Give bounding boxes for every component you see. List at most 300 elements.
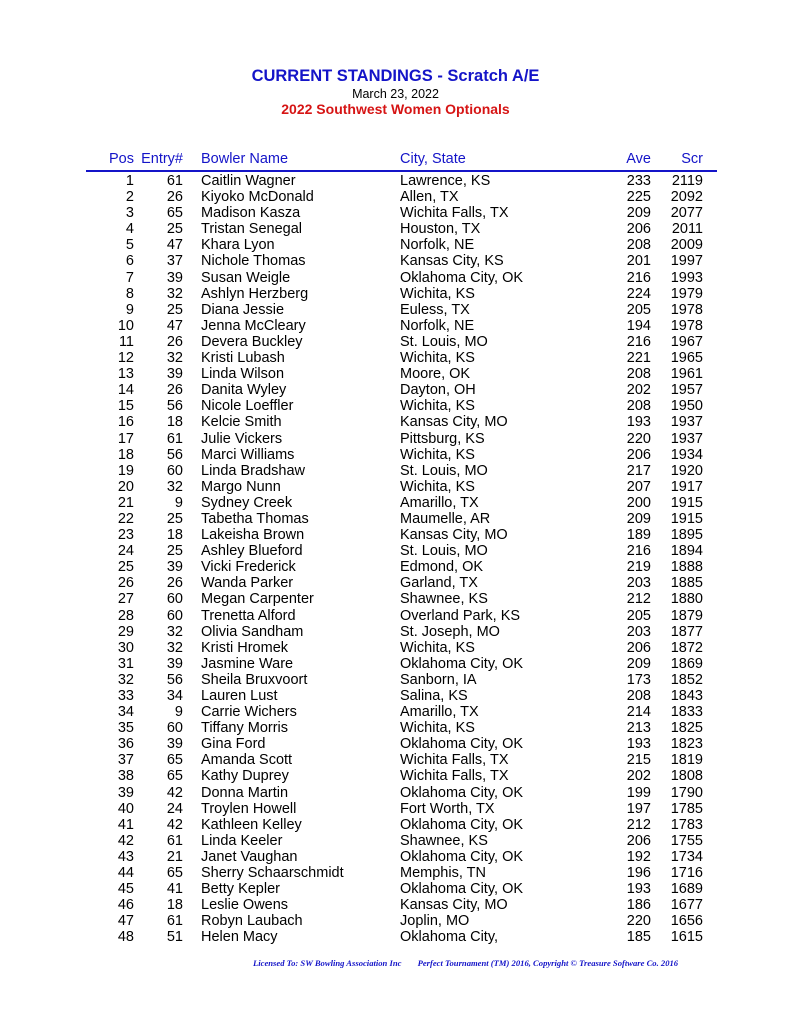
bowler-name-cell: Marci Williams: [201, 446, 295, 463]
pos-cell: 25: [117, 559, 134, 576]
entry-cell: 60: [166, 720, 183, 737]
average-cell: 192: [626, 848, 651, 865]
entry-cell: 39: [166, 366, 183, 383]
pos-cell: 29: [117, 623, 134, 640]
city-state-cell: Oklahoma City, OK: [400, 655, 524, 672]
pos-cell: 28: [117, 607, 134, 624]
average-cell: 216: [626, 333, 651, 350]
entry-cell: 39: [166, 736, 183, 753]
bowler-name-cell: Janet Vaughan: [201, 848, 298, 865]
bowler-name-cell: Diana Jessie: [201, 301, 285, 318]
scratch-score-cell: 1823: [670, 736, 703, 753]
bowler-name-cell: Helen Macy: [201, 929, 278, 946]
table-row: [0, 559, 791, 575]
table-row: [0, 318, 791, 334]
city-state-cell: Kansas City, MO: [400, 527, 508, 544]
city-state-cell: Amarillo, TX: [400, 704, 479, 721]
pos-cell: 36: [117, 736, 134, 753]
scratch-score-cell: 1783: [670, 816, 703, 833]
entry-cell: 61: [166, 913, 183, 930]
bowler-name-cell: Trenetta Alford: [201, 607, 296, 624]
city-state-cell: Wichita, KS: [400, 478, 475, 495]
average-cell: 225: [626, 189, 651, 206]
column-header-city: City, State: [400, 151, 466, 167]
bowler-name-cell: Tristan Senegal: [201, 221, 303, 238]
city-state-cell: Sanborn, IA: [400, 671, 477, 688]
table-row: [0, 865, 791, 881]
entry-cell: 26: [166, 382, 183, 399]
bowler-name-cell: Devera Buckley: [201, 333, 303, 350]
entry-cell: 65: [166, 205, 183, 222]
table-row: [0, 608, 791, 624]
entry-cell: 39: [166, 559, 183, 576]
pos-cell: 41: [117, 816, 134, 833]
city-state-cell: Norfolk, NE: [400, 237, 475, 254]
city-state-cell: Oklahoma City,: [400, 929, 499, 946]
city-state-cell: Wichita, KS: [400, 398, 475, 415]
entry-cell: 21: [166, 848, 183, 865]
bowler-name-cell: Leslie Owens: [201, 897, 289, 914]
entry-cell: 65: [166, 865, 183, 882]
average-cell: 193: [626, 736, 651, 753]
scratch-score-cell: 1833: [670, 704, 703, 721]
table-row: [0, 752, 791, 768]
table-row: [0, 801, 791, 817]
city-state-cell: Wichita, KS: [400, 639, 475, 656]
table-row: [0, 656, 791, 672]
entry-cell: 9: [174, 704, 183, 721]
average-cell: 185: [626, 929, 651, 946]
table-row: [0, 366, 791, 382]
pos-cell: 17: [117, 430, 134, 447]
scratch-score-cell: 1993: [670, 269, 703, 286]
city-state-cell: Lawrence, KS: [400, 173, 491, 189]
average-cell: 219: [626, 559, 651, 576]
entry-cell: 56: [166, 446, 183, 463]
table-row: [0, 736, 791, 752]
entry-cell: 26: [166, 575, 183, 592]
table-row: [0, 286, 791, 302]
pos-cell: 43: [117, 848, 134, 865]
bowler-name-cell: Susan Weigle: [201, 269, 291, 286]
pos-cell: 35: [117, 720, 134, 737]
copyright-text: Perfect Tournament (TM) 2016, Copyright © Treasure Software Co. 2016: [417, 958, 679, 968]
pos-cell: 24: [117, 543, 134, 560]
scratch-score-cell: 1689: [670, 881, 703, 898]
average-cell: 233: [626, 173, 651, 189]
table-row: [0, 302, 791, 318]
table-row: [0, 817, 791, 833]
table-row: [0, 447, 791, 463]
city-state-cell: Overland Park, KS: [400, 607, 521, 624]
table-row: [0, 189, 791, 205]
scratch-score-cell: 1961: [670, 366, 703, 383]
entry-cell: 39: [166, 269, 183, 286]
entry-cell: 47: [166, 237, 183, 254]
bowler-name-cell: Vicki Frederick: [201, 559, 296, 576]
pos-cell: 23: [117, 527, 134, 544]
average-cell: 208: [626, 688, 651, 704]
pos-cell: 39: [117, 784, 134, 801]
scratch-score-cell: 1808: [670, 768, 703, 785]
pos-cell: 26: [117, 575, 134, 592]
entry-cell: 32: [166, 623, 183, 640]
average-cell: 214: [626, 704, 651, 721]
city-state-cell: Edmond, OK: [400, 559, 484, 576]
scratch-score-cell: 1920: [670, 462, 703, 479]
bowler-name-cell: Nicole Loeffler: [201, 398, 294, 415]
average-cell: 206: [626, 832, 651, 849]
average-cell: 212: [626, 591, 651, 608]
pos-cell: 48: [117, 929, 134, 946]
scratch-score-cell: 1677: [670, 897, 703, 914]
pos-cell: 15: [117, 398, 134, 415]
bowler-name-cell: Tabetha Thomas: [201, 510, 309, 527]
scratch-score-cell: 2119: [671, 173, 703, 189]
pos-cell: 22: [117, 510, 134, 527]
scratch-score-cell: 1894: [670, 543, 703, 560]
average-cell: 209: [626, 655, 651, 672]
average-cell: 208: [626, 398, 651, 415]
city-state-cell: Moore, OK: [400, 366, 471, 383]
bowler-name-cell: Linda Keeler: [201, 832, 283, 849]
bowler-name-cell: Kiyoko McDonald: [201, 189, 314, 206]
bowler-name-cell: Wanda Parker: [201, 575, 294, 592]
table-row: [0, 688, 791, 704]
scratch-score-cell: 1997: [670, 253, 703, 270]
scratch-score-cell: 1979: [670, 285, 703, 302]
table-row: [0, 785, 791, 801]
average-cell: 213: [626, 720, 651, 737]
scratch-score-cell: 1615: [670, 929, 703, 946]
city-state-cell: Houston, TX: [400, 221, 481, 238]
table-row: [0, 431, 791, 447]
scratch-score-cell: 1872: [670, 639, 703, 656]
scratch-score-cell: 2077: [670, 205, 703, 222]
city-state-cell: St. Joseph, MO: [400, 623, 500, 640]
scratch-score-cell: 2092: [670, 189, 703, 206]
average-cell: 199: [626, 784, 651, 801]
table-row: [0, 913, 791, 929]
scratch-score-cell: 1877: [670, 623, 703, 640]
entry-cell: 26: [166, 189, 183, 206]
table-row: [0, 495, 791, 511]
table-row: [0, 237, 791, 253]
entry-cell: 39: [166, 655, 183, 672]
average-cell: 203: [626, 623, 651, 640]
average-cell: 205: [626, 301, 651, 318]
table-row: [0, 640, 791, 656]
pos-cell: 11: [118, 333, 134, 350]
page-title: CURRENT STANDINGS - Scratch A/E: [251, 67, 540, 85]
pos-cell: 40: [117, 800, 134, 817]
pos-cell: 37: [117, 752, 134, 769]
entry-cell: 18: [166, 414, 183, 431]
table-row: [0, 382, 791, 398]
average-cell: 209: [626, 205, 651, 222]
entry-cell: 32: [166, 478, 183, 495]
city-state-cell: Amarillo, TX: [400, 494, 479, 511]
city-state-cell: Kansas City, MO: [400, 414, 508, 431]
city-state-cell: Wichita Falls, TX: [400, 768, 509, 785]
scratch-score-cell: 1934: [670, 446, 703, 463]
bowler-name-cell: Sydney Creek: [201, 494, 293, 511]
table-row: [0, 929, 791, 945]
scratch-score-cell: 1755: [670, 832, 703, 849]
pos-cell: 19: [117, 462, 134, 479]
pos-cell: 16: [117, 414, 134, 431]
bowler-name-cell: Jenna McCleary: [201, 317, 306, 334]
scratch-score-cell: 1879: [670, 607, 703, 624]
scratch-score-cell: 1965: [670, 350, 703, 367]
table-row: [0, 479, 791, 495]
table-row: [0, 897, 791, 913]
average-cell: 202: [626, 768, 651, 785]
column-header-ave: Ave: [626, 151, 651, 167]
average-cell: 207: [626, 478, 651, 495]
entry-cell: 18: [166, 527, 183, 544]
bowler-name-cell: Jasmine Ware: [201, 655, 294, 672]
entry-cell: 32: [166, 350, 183, 367]
table-row: [0, 543, 791, 559]
pos-cell: 8: [125, 285, 134, 302]
column-header-row: [0, 151, 791, 171]
entry-cell: 18: [166, 897, 183, 914]
pos-cell: 4: [125, 221, 134, 238]
pos-cell: 9: [125, 301, 134, 318]
city-state-cell: St. Louis, MO: [400, 333, 488, 350]
pos-cell: 12: [117, 350, 134, 367]
average-cell: 201: [626, 253, 651, 270]
bowler-name-cell: Lauren Lust: [201, 688, 278, 704]
city-state-cell: Oklahoma City, OK: [400, 848, 524, 865]
bowler-name-cell: Tiffany Morris: [201, 720, 289, 737]
bowler-name-cell: Gina Ford: [201, 736, 266, 753]
bowler-name-cell: Kristi Lubash: [201, 350, 285, 367]
entry-cell: 24: [166, 800, 183, 817]
scratch-score-cell: 1957: [670, 382, 703, 399]
pos-cell: 5: [125, 237, 134, 254]
pos-cell: 18: [117, 446, 134, 463]
column-header-name: Bowler Name: [201, 151, 289, 167]
bowler-name-cell: Ashley Blueford: [201, 543, 303, 560]
average-cell: 202: [626, 382, 651, 399]
average-cell: 200: [626, 494, 651, 511]
average-cell: 224: [626, 285, 651, 302]
entry-cell: 26: [166, 333, 183, 350]
pos-cell: 32: [117, 671, 134, 688]
table-row: [0, 221, 791, 237]
pos-cell: 14: [117, 382, 134, 399]
city-state-cell: Wichita Falls, TX: [400, 205, 509, 222]
bowler-name-cell: Linda Bradshaw: [201, 462, 305, 479]
pos-cell: 42: [117, 832, 134, 849]
scratch-score-cell: 1825: [670, 720, 703, 737]
pos-cell: 27: [117, 591, 134, 608]
bowler-name-cell: Caitlin Wagner: [201, 173, 296, 189]
average-cell: 193: [626, 414, 651, 431]
city-state-cell: Norfolk, NE: [400, 317, 475, 334]
scratch-score-cell: 1852: [670, 671, 703, 688]
city-state-cell: Wichita, KS: [400, 350, 475, 367]
city-state-cell: Wichita, KS: [400, 720, 475, 737]
entry-cell: 41: [166, 881, 183, 898]
event-name: 2022 Southwest Women Optionals: [281, 101, 510, 117]
bowler-name-cell: Ashlyn Herzberg: [201, 285, 309, 302]
table-row: [0, 672, 791, 688]
scratch-score-cell: 2011: [671, 221, 703, 238]
entry-cell: 32: [166, 639, 183, 656]
table-row: [0, 720, 791, 736]
pos-cell: 45: [117, 881, 134, 898]
city-state-cell: Shawnee, KS: [400, 591, 488, 608]
average-cell: 205: [626, 607, 651, 624]
scratch-score-cell: 1790: [670, 784, 703, 801]
bowler-name-cell: Megan Carpenter: [201, 591, 314, 608]
entry-cell: 47: [166, 317, 183, 334]
average-cell: 212: [626, 816, 651, 833]
city-state-cell: Oklahoma City, OK: [400, 736, 524, 753]
city-state-cell: Wichita, KS: [400, 446, 475, 463]
table-row: [0, 768, 791, 784]
bowler-name-cell: Donna Martin: [201, 784, 289, 801]
license-text: Licensed To: SW Bowling Association Inc: [253, 958, 402, 968]
entry-cell: 61: [166, 430, 183, 447]
scratch-score-cell: 1819: [670, 752, 703, 769]
average-cell: 216: [626, 543, 651, 560]
pos-cell: 31: [117, 655, 134, 672]
scratch-score-cell: 1937: [670, 430, 703, 447]
city-state-cell: Oklahoma City, OK: [400, 816, 524, 833]
pos-cell: 46: [117, 897, 134, 914]
table-row: [0, 704, 791, 720]
scratch-score-cell: 1843: [670, 688, 703, 704]
entry-cell: 61: [166, 173, 183, 189]
bowler-name-cell: Sherry Schaarschmidt: [201, 865, 344, 882]
average-cell: 221: [626, 350, 651, 367]
bowler-name-cell: Lakeisha Brown: [201, 527, 305, 544]
table-row: [0, 334, 791, 350]
average-cell: 206: [626, 639, 651, 656]
scratch-score-cell: 1937: [670, 414, 703, 431]
table-row: [0, 350, 791, 366]
table-row: [0, 205, 791, 221]
bowler-name-cell: Kathy Duprey: [201, 768, 289, 785]
scratch-score-cell: 1915: [670, 494, 703, 511]
table-row: [0, 833, 791, 849]
average-cell: 189: [626, 527, 651, 544]
average-cell: 186: [626, 897, 651, 914]
pos-cell: 44: [117, 865, 134, 882]
pos-cell: 21: [117, 494, 134, 511]
average-cell: 209: [626, 510, 651, 527]
average-cell: 196: [626, 865, 651, 882]
entry-cell: 65: [166, 768, 183, 785]
scratch-score-cell: 1734: [670, 848, 703, 865]
table-row: [0, 575, 791, 591]
city-state-cell: Shawnee, KS: [400, 832, 488, 849]
city-state-cell: Joplin, MO: [400, 913, 470, 930]
entry-cell: 25: [166, 301, 183, 318]
scratch-score-cell: 1880: [670, 591, 703, 608]
table-row: [0, 463, 791, 479]
bowler-name-cell: Danita Wyley: [201, 382, 287, 399]
pos-cell: 3: [125, 205, 134, 222]
entry-cell: 32: [166, 285, 183, 302]
city-state-cell: St. Louis, MO: [400, 543, 488, 560]
entry-cell: 56: [166, 398, 183, 415]
average-cell: 216: [626, 269, 651, 286]
table-row: [0, 511, 791, 527]
pos-cell: 38: [117, 768, 134, 785]
entry-cell: 9: [174, 494, 183, 511]
average-cell: 220: [626, 913, 651, 930]
table-row: [0, 173, 791, 189]
table-row: [0, 591, 791, 607]
scratch-score-cell: 1888: [670, 559, 703, 576]
pos-cell: 7: [125, 269, 134, 286]
report-date: March 23, 2022: [352, 87, 439, 101]
pos-cell: 20: [117, 478, 134, 495]
city-state-cell: Wichita Falls, TX: [400, 752, 509, 769]
bowler-name-cell: Olivia Sandham: [201, 623, 304, 640]
bowler-name-cell: Nichole Thomas: [201, 253, 306, 270]
average-cell: 203: [626, 575, 651, 592]
average-cell: 208: [626, 366, 651, 383]
pos-cell: 34: [117, 704, 134, 721]
city-state-cell: Salina, KS: [400, 688, 468, 704]
average-cell: 197: [626, 800, 651, 817]
standings-table: [0, 173, 791, 946]
pos-cell: 33: [117, 688, 134, 704]
bowler-name-cell: Margo Nunn: [201, 478, 281, 495]
table-row: [0, 253, 791, 269]
entry-cell: 60: [166, 591, 183, 608]
scratch-score-cell: 1915: [670, 510, 703, 527]
pos-cell: 10: [117, 317, 134, 334]
scratch-score-cell: 1950: [670, 398, 703, 415]
average-cell: 193: [626, 881, 651, 898]
table-row: [0, 398, 791, 414]
scratch-score-cell: 1895: [670, 527, 703, 544]
average-cell: 206: [626, 446, 651, 463]
column-header-pos: Pos: [109, 151, 134, 167]
pos-cell: 30: [117, 639, 134, 656]
entry-cell: 56: [166, 671, 183, 688]
entry-cell: 61: [166, 832, 183, 849]
bowler-name-cell: Robyn Laubach: [201, 913, 303, 930]
table-row: [0, 414, 791, 430]
entry-cell: 37: [166, 253, 183, 270]
column-header-entry: Entry#: [141, 151, 183, 167]
table-row: [0, 624, 791, 640]
table-row: [0, 270, 791, 286]
column-header-scr: Scr: [681, 151, 703, 167]
city-state-cell: Maumelle, AR: [400, 510, 491, 527]
entry-cell: 25: [166, 543, 183, 560]
bowler-name-cell: Kathleen Kelley: [201, 816, 302, 833]
bowler-name-cell: Troylen Howell: [201, 800, 297, 817]
scratch-score-cell: 1869: [670, 655, 703, 672]
scratch-score-cell: 1917: [670, 478, 703, 495]
pos-cell: 1: [125, 173, 134, 189]
entry-cell: 25: [166, 510, 183, 527]
bowler-name-cell: Carrie Wichers: [201, 704, 297, 721]
bowler-name-cell: Kristi Hromek: [201, 639, 289, 656]
entry-cell: 60: [166, 462, 183, 479]
footer: [253, 958, 692, 968]
entry-cell: 51: [166, 929, 183, 946]
